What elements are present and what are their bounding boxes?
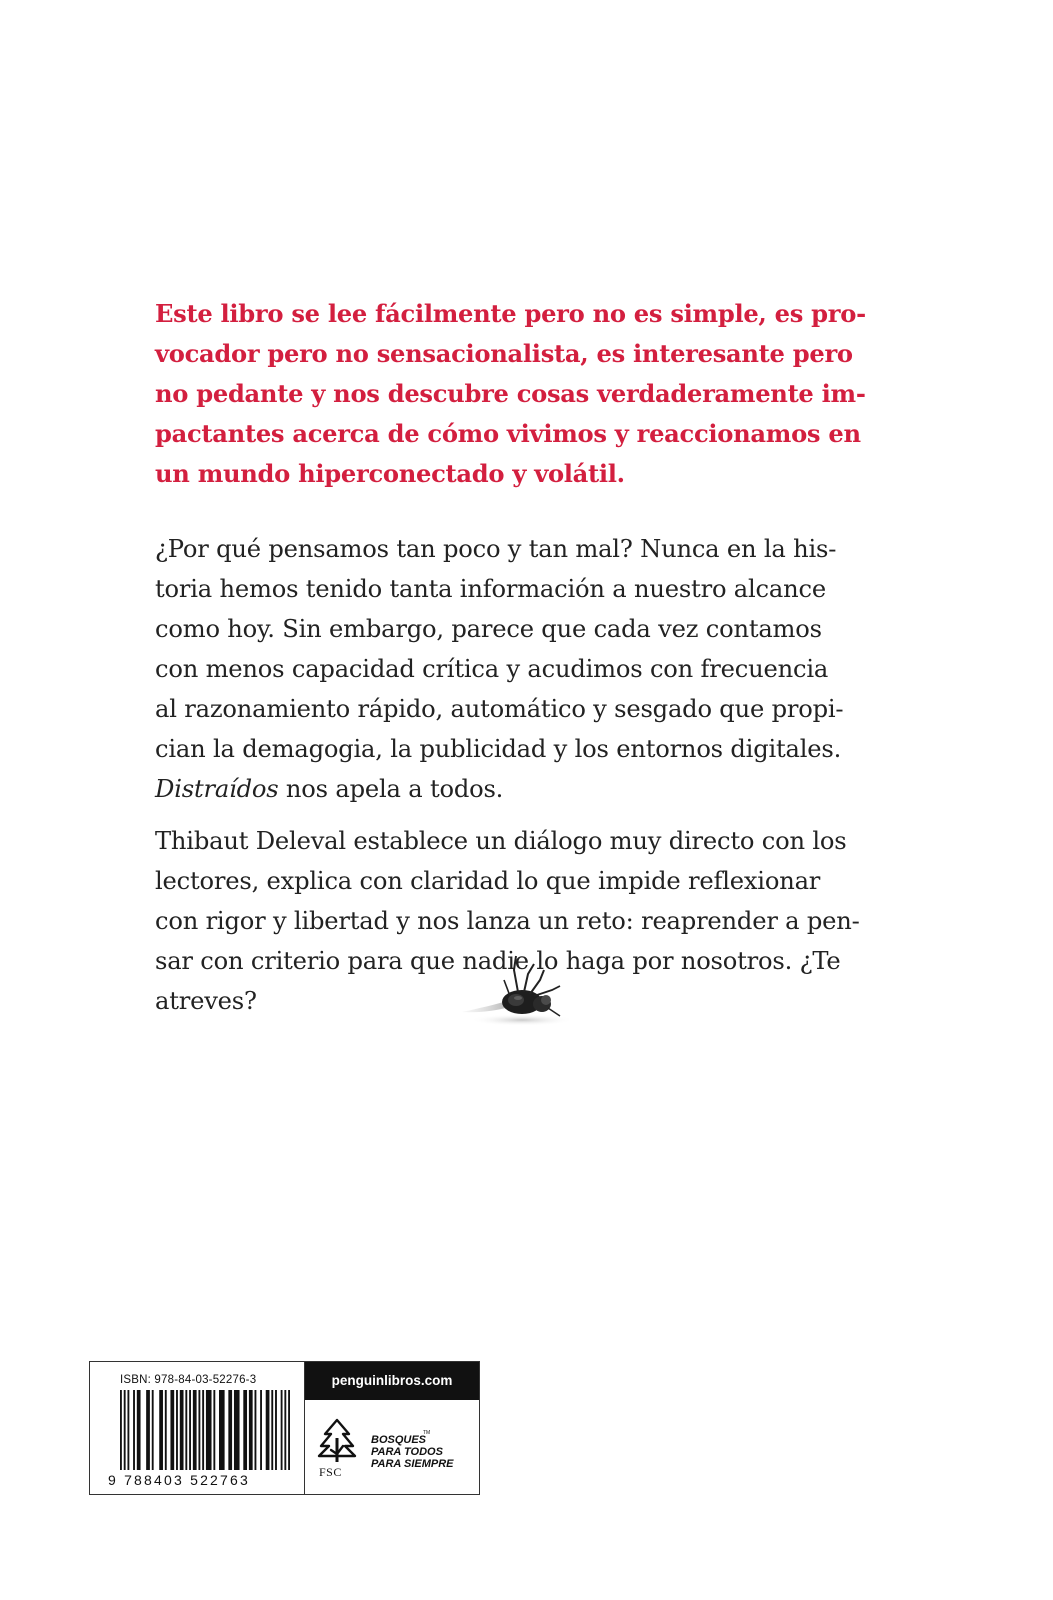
body-line: lectores, explica con claridad lo que impide reflexionar (155, 867, 821, 895)
publisher-area (305, 1362, 479, 1494)
isbn-label: ISBN: 978-84-03-52276-3 (120, 1374, 257, 1386)
body-line: al razonamiento rápido, automático y sesgado que propi- (155, 695, 844, 723)
slogan-line: BOSQUES (371, 1434, 427, 1446)
body-line: como hoy. Sin embargo, parece que cada vez contamos (155, 615, 822, 643)
barcode-area (90, 1362, 305, 1494)
body-line: ¿Por qué pensamos tan poco y tan mal? Nunca en la his- (155, 535, 837, 563)
trademark-mark: TM (423, 1430, 431, 1436)
body-line: toria hemos tenido tanta información a nuestro alcance (155, 575, 826, 603)
body-line: con rigor y libertad y nos lanza un reto: reaprender a pen- (155, 907, 860, 935)
lead-line: un mundo hiperconectado y volátil. (155, 459, 625, 488)
barcode-icon (120, 1390, 292, 1472)
body-line: sar con criterio para que nadie lo haga por nosotros. ¿Te (155, 947, 841, 975)
fsc-slogan (371, 1434, 454, 1470)
lead-line: pactantes acerca de cómo vivimos y reaccionamos en (155, 419, 861, 448)
fsc-label: FSC (319, 1465, 342, 1479)
lead-line: no pedante y nos descubre cosas verdaderamente im- (155, 379, 866, 408)
body-line-rest: nos apela a todos. (278, 775, 504, 803)
fly-icon (460, 950, 580, 1030)
lead-line: vocador pero no sensacionalista, es interesante pero (155, 339, 853, 368)
barcode-digits: 9 788403 522763 (108, 1472, 250, 1488)
book-title-italic: Distraídos (155, 775, 279, 803)
body-line: con menos capacidad crítica y acudimos con frecuencia (155, 655, 829, 683)
body-line: cian la demagogia, la publicidad y los entornos digitales. (155, 735, 842, 763)
publisher-website: penguinlibros.com (305, 1362, 479, 1400)
lead-paragraph (155, 294, 915, 494)
body-line: Thibaut Deleval establece un diálogo muy directo con los (155, 827, 847, 855)
tree-icon (317, 1416, 357, 1464)
body-paragraph-1 (155, 529, 915, 809)
slogan-line: PARA TODOS (371, 1446, 443, 1458)
body-line-final (155, 769, 915, 809)
barcode-box (89, 1361, 480, 1495)
body-line: atreves? (155, 987, 257, 1015)
lead-line: Este libro se lee fácilmente pero no es simple, es pro- (155, 299, 866, 328)
slogan-line: PARA SIEMPRE (371, 1458, 454, 1470)
